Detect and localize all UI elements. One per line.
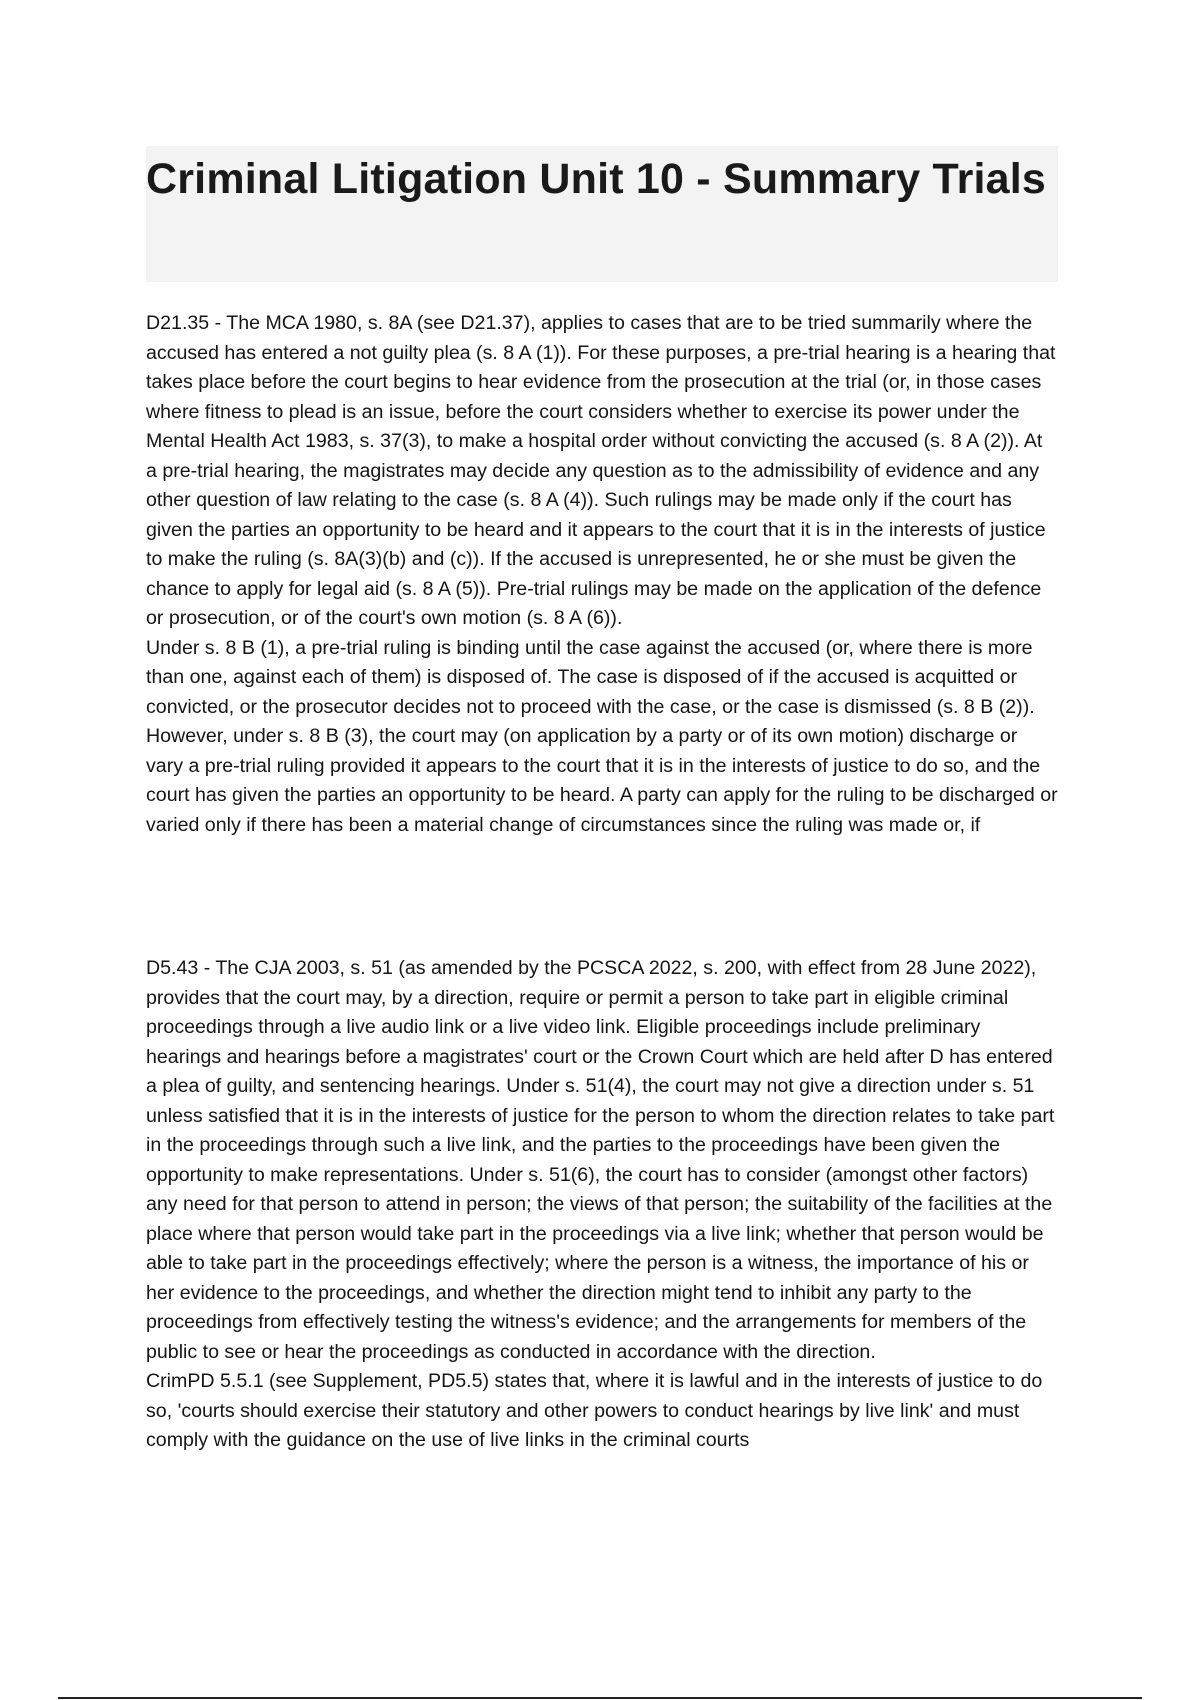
paragraph-pre-trial-ruling: Under s. 8 B (1), a pre-trial ruling is binding until the case against the accused (or, where there is more than one, against each of them) is disposed of. The case is disposed of if the accused is acquitted or convicted, or the prosecutor decides not to proceed with the case, or the case is dismissed (s. 8 B (2)). However, under s. 8 B (3), the court may (on application by a party or of its own motion) discharge or vary a pre-trial ruling provided it appears to the court that it is in the interests of justice to do so, and the court has given the parties an opportunity to be heard. A party can apply for the ruling to be discharged or varied only if there has been a material change of circumstances since the ruling was made or, if — [146, 636, 1058, 836]
title-banner — [146, 146, 1058, 282]
section-d21-35 — [146, 309, 1058, 840]
section-d5-43 — [146, 954, 1058, 1456]
paragraph-pre-trial-hearing: D21.35 - The MCA 1980, s. 8A (see D21.37), applies to cases that are to be tried summarily where the accused has entered a not guilty plea (s. 8 A (1)). For these purposes, a pre-trial hearing is a hearing that takes place before the court begins to hear evidence from the prosecution at the trial (or, in those cases where fitness to plead is an issue, before the court considers whether to exercise its power under the Mental Health Act 1983, s. 37(3), to make a hospital order without convicting the accused (s. 8 A (2)). At a pre-trial hearing, the magistrates may decide any question as to the admissibility of evidence and any other question of law relating to the case (s. 8 A (4)). Such rulings may be made only if the court has given the parties an opportunity to be heard and it appears to the court that it is in the interests of justice to make the ruling (s. 8A(3)(b) and (c)). If the accused is unrepresented, he or she must be given the chance to apply for legal aid (s. 8 A (5)). Pre-trial rulings may be made on the application of the defence or prosecution, or of the court's own motion (s. 8 A (6)). — [146, 312, 1056, 629]
paragraph-live-link: D5.43 - The CJA 2003, s. 51 (as amended by the PCSCA 2022, s. 200, with effect from 28 June 2022), provides that the court may, by a direction, require or permit a person to take part in eligible criminal proceedings through a live audio link or a live video link. Eligible proceedings include preliminary hearings and hearings before a magistrates' court or the Crown Court which are held after D has entered a plea of guilty, and sentencing hearings. Under s. 51(4), the court may not give a direction under s. 51 unless satisfied that it is in the interests of justice for the person to whom the direction relates to take part in the proceedings through such a live link, and the parties to the proceedings have been given the opportunity to make representations. Under s. 51(6), the court has to consider (amongst other factors) any need for that person to attend in person; the views of that person; the suitability of the facilities at the place where that person would take part in the proceedings via a live link; whether that person would be able to take part in the proceedings effectively; where the person is a witness, the importance of his or her evidence to the proceedings, and whether the direction might tend to inhibit any party to the proceedings from effectively testing the witness's evidence; and the arrangements for members of the public to see or hear the proceedings as conducted in accordance with the direction. — [146, 957, 1055, 1363]
page-title: Criminal Litigation Unit 10 - Summary Trials — [146, 155, 1047, 203]
page-bottom-divider — [58, 1697, 1142, 1699]
paragraph-crimpd: CrimPD 5.5.1 (see Supplement, PD5.5) states that, where it is lawful and in the interests of justice to do so, 'courts should exercise their statutory and other powers to conduct hearings by live link' and must comply with the guidance on the use of live links in the criminal courts — [146, 1370, 1043, 1451]
